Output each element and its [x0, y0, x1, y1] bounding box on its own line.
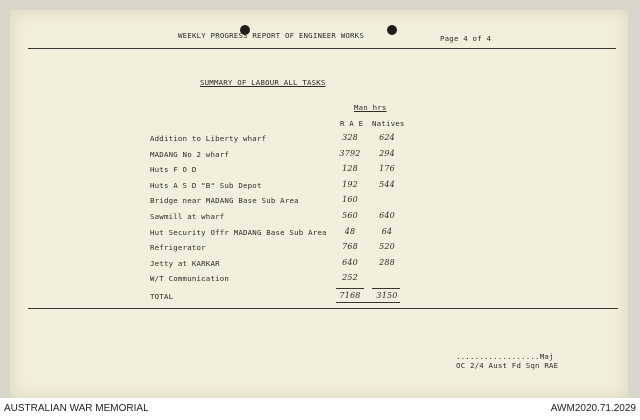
- natives-hours: 64: [381, 226, 393, 236]
- rule-total-natives: [372, 288, 400, 289]
- task-label: Addition to Liberty wharf: [150, 134, 267, 143]
- task-label: Bridge near MADANG Base Sub Area: [150, 196, 299, 206]
- rae-hours: 3792: [339, 148, 361, 158]
- rae-hours: 128: [342, 164, 358, 174]
- report-title: WEEKLY PROGRESS REPORT OF ENGINEER WORKS: [178, 31, 364, 40]
- task-label: W/T Communication: [150, 274, 230, 284]
- footer-institution: AUSTRALIAN WAR MEMORIAL: [4, 403, 149, 414]
- signatory-unit: OC 2/4 Aust Fd Sqn RAE: [456, 361, 559, 370]
- column-header-rae: R A E: [340, 119, 364, 128]
- natives-hours: 520: [379, 242, 395, 252]
- natives-hours: 294: [379, 148, 395, 158]
- total-underline: [336, 302, 400, 303]
- document-sheet: [10, 10, 628, 398]
- natives-hours: 288: [379, 257, 395, 267]
- signature-line: ..................Maj: [456, 352, 554, 361]
- punch-hole-right: [387, 25, 397, 35]
- task-label: MADANG No 2 wharf: [150, 149, 230, 159]
- task-label: Sawmill at wharf: [150, 212, 225, 221]
- man-hours-header: Man hrs: [354, 103, 387, 112]
- task-label: Jetty at KARKAR: [150, 258, 220, 268]
- natives-hours: 176: [379, 164, 395, 174]
- footer-bar: [0, 398, 640, 420]
- task-label: Huts F O D: [150, 165, 197, 175]
- rae-hours: 328: [342, 133, 358, 142]
- bottom-rule: [28, 308, 618, 309]
- rae-hours: 160: [342, 195, 358, 205]
- top-rule: [28, 48, 616, 49]
- rae-hours: 252: [342, 273, 358, 283]
- page-number: Page 4 of 4: [440, 34, 492, 43]
- natives-hours: 624: [379, 133, 395, 142]
- rae-hours: 640: [342, 257, 358, 267]
- rae-hours: 768: [342, 242, 358, 252]
- natives-hours: 544: [379, 179, 395, 189]
- task-label: Huts A S D "B" Sub Depot: [150, 180, 262, 190]
- summary-title: SUMMARY OF LABOUR ALL TASKS: [200, 78, 326, 87]
- task-label: Refrigerator: [150, 243, 206, 253]
- rae-hours: 48: [344, 226, 356, 236]
- task-label: Hut Security Offr MADANG Base Sub Area: [150, 227, 327, 237]
- column-header-natives: Natives: [372, 119, 405, 128]
- total-rae: 7168: [339, 291, 361, 300]
- total-natives: 3150: [376, 291, 398, 300]
- rae-hours: 192: [342, 179, 358, 189]
- total-label: TOTAL: [150, 292, 174, 301]
- rae-hours: 560: [342, 211, 358, 220]
- footer-accession-number: AWM2020.71.2029: [550, 403, 636, 414]
- natives-hours: 640: [379, 211, 395, 220]
- rule-total-rae: [336, 288, 364, 289]
